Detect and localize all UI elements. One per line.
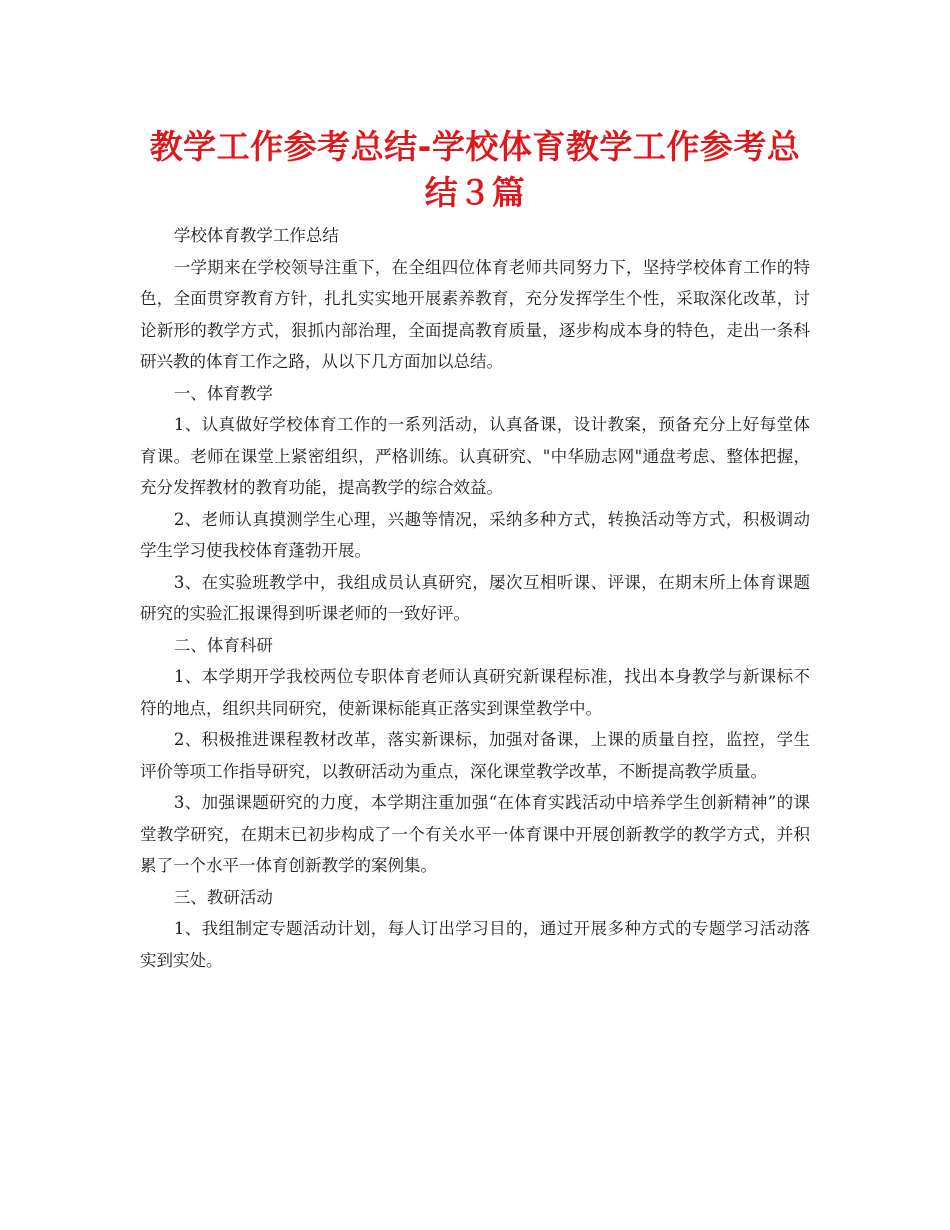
- paragraph: 1、我组制定专题活动计划，每人订出学习目的，通过开展多种方式的专题学习活动落实到实处。: [140, 919, 810, 970]
- section-heading: 学校体育教学工作总结: [173, 226, 339, 245]
- paragraph: 3、加强课题研究的力度，本学期注重加强“在体育实践活动中培养学生创新精神”的课堂教学研究，在期末已初步构成了一个有关水平一体育课中开展创新教学的教学方式，并积累了一个水平一体育创新教学的案例集。: [140, 793, 810, 875]
- paragraph: 2、积极推进课程教材改革，落实新课标，加强对备课，上课的质量自控，监控，学生评价等项工作指导研究，以教研活动为重点，深化课堂教学改革，不断提高教学质量。: [140, 730, 810, 781]
- section-heading: 二、体育科研: [173, 635, 273, 655]
- paragraph: 一学期来在学校领导注重下，在全组四位体育老师共同努力下，坚持学校体育工作的特色，全面贯穿教育方针，扎扎实实地开展素养教育，充分发挥学生个性，采取深化改革，讨论新形的教学方式，狠抓内部治理，全面提高教育质量，逐步构成本身的特色，走出一条科研兴教的体育工作之路，从以下几方面加以总结。: [140, 257, 810, 371]
- paragraph: 3、在实验班教学中，我组成员认真研究，屡次互相听课、评课，在期末所上体育课题研究的实验汇报课得到听课老师的一致好评。: [140, 572, 810, 623]
- paragraph: 2、老师认真摸测学生心理，兴趣等情况，采纳多种方式，转换活动等方式，积极调动学生学习使我校体育蓬勃开展。: [140, 509, 810, 560]
- document-title: 教学工作参考总结-学校体育教学工作参考总结３篇: [149, 127, 801, 212]
- section-heading: 一、体育教学: [173, 383, 273, 403]
- section-heading: 三、教研活动: [173, 887, 273, 907]
- paragraph: 1、本学期开学我校两位专职体育老师认真研究新课程标准，找出本身教学与新课标不符的地点，组织共同研究，使新课标能真正落实到课堂教学中。: [140, 667, 810, 718]
- paragraph: 1、认真做好学校体育工作的一系列活动，认真备课，设计教案，预备充分上好每堂体育课。老师在课堂上紧密组织，严格训练。认真研究、"中华励志网"通盘考虑、整体把握，充分发挥教材的教育功能，提高教学的综合效益。: [140, 415, 810, 497]
- document-body: [140, 220, 810, 976]
